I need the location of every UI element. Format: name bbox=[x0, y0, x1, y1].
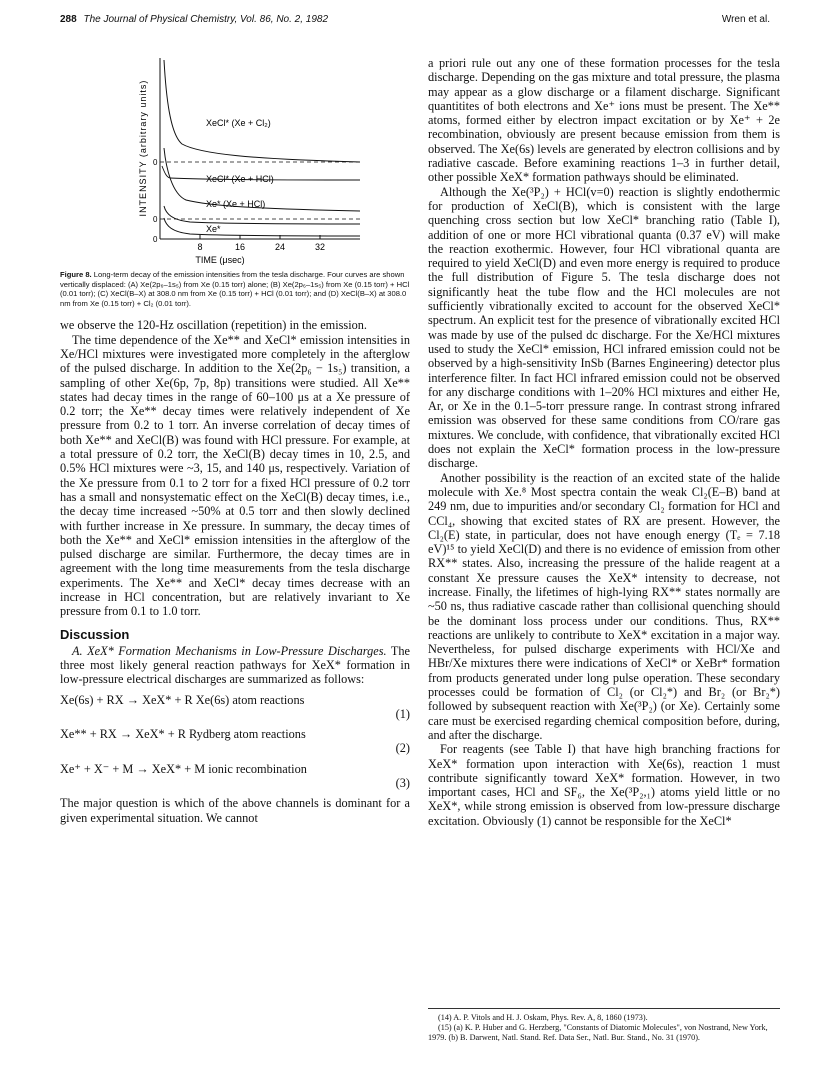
x-axis-label: TIME (μsec) bbox=[195, 255, 245, 265]
curve-label: Xe* (Xe + HCl) bbox=[206, 199, 266, 209]
author-running-head: Wren et al. bbox=[721, 14, 770, 25]
equation-number: (1) bbox=[395, 706, 410, 721]
subsection-paragraph bbox=[60, 644, 410, 687]
page-number: 288 bbox=[60, 14, 77, 25]
right-column bbox=[428, 56, 780, 828]
paragraph: For reagents (see Table I) that have high branching fractions for XeX* formation upon interaction with Xe(6s), reaction 1 must contribute significantly toward XeX* formation. However, in two important cases, HCl and SF₆, the Xe(³P₂,₁) atoms yield little or no XeX*, while strong emission is observed from low-pressure discharge excitation. Obviously (1) cannot be responsible for the XeCl* bbox=[428, 742, 780, 828]
decay-curve bbox=[164, 60, 360, 162]
figure-8 bbox=[60, 56, 410, 268]
zero-marker: 0 bbox=[153, 215, 158, 224]
reference-14: (14) A. P. Vitols and H. J. Oskam, Phys. Rev. A, 8, 1860 (1973). bbox=[438, 1013, 648, 1022]
equation-2 bbox=[60, 727, 410, 756]
xtick-label: 8 bbox=[197, 242, 203, 252]
xtick-label: 16 bbox=[234, 242, 246, 252]
zero-marker: 0 bbox=[153, 158, 158, 167]
subsection-text: The three most likely general reaction pathways for XeX* formation in low-pressure electrical discharges are summarized as follows: bbox=[60, 643, 410, 687]
figure-caption bbox=[60, 270, 410, 308]
equation-text: Xe(6s) + RX → XeX* + R Xe(6s) atom reactions bbox=[60, 692, 305, 707]
paragraph: Although the Xe(³P₂) + HCl(v=0) reaction is slightly endothermic for production of XeCl(B), which is consistent with the large quenching cross section but low XeCl* branching ratio (Table I), addition of one or more HCl vibrational quanta (0.37 eV) will make the reaction exothermic. However, four HCl vibrational quanta are required to yield XeCl(D) and even more energy is required to produce the full distribution of Figure 5. The tesla discharge does not significantly heat the tube flow and the HCl molecules are not sufficiently vibrationally excited to account for the observed XeCl* spectrum. An explicit test for the presence of vibrationally excited HCl was made by use of the pulsed dc discharge. For the Xe/HCl mixtures used to study the XeCl* emission, HCl infrared emission could not be observed by a high-sensitivity InSb (Barnes Engineering) detector plus interference filter. In fact HCl infrared emission could not be observed for any discharge conditions with 1–20% HCl mixtures and either He, Ar, or Xe in the 0.1–5-torr pressure range. In contrast strong infrared emission was observed for these same conditions from CO/rare gas mixtures. We conclude, with confidence, that vibrationally excited HCl does not explain the XeCl* formation process in the low-pressure discharge. bbox=[428, 184, 780, 471]
equation-text: Xe⁺ + X⁻ + M → XeX* + M ionic recombination bbox=[60, 761, 307, 776]
curve-label: XeCl* (Xe + HCl) bbox=[206, 174, 274, 184]
curve-label: XeCl* (Xe + Cl₂) bbox=[206, 118, 271, 128]
y-axis-label: INTENSITY (arbitrary units) bbox=[138, 79, 148, 217]
reference-15: (15) (a) K. P. Huber and G. Herzberg, "Constants of Diatomic Molecules", von Nostrand, New York, 1979. (b) B. Darwent, Natl. Stand. Ref. Data Ser., Natl. Bur. Stand., No. 31 (1970). bbox=[428, 1023, 768, 1042]
equation-number: (2) bbox=[395, 741, 410, 756]
subsection-label: A. bbox=[72, 643, 83, 658]
paragraph: The major question is which of the above channels is dominant for a given experimental situation. We cannot bbox=[60, 796, 410, 825]
footnote-references bbox=[428, 1008, 780, 1043]
journal-citation: The Journal of Physical Chemistry, Vol. 86, No. 2, 1982 bbox=[83, 14, 329, 25]
section-heading: Discussion bbox=[60, 626, 130, 642]
xtick-label: 24 bbox=[274, 242, 286, 252]
left-column bbox=[60, 56, 410, 825]
paragraph: The time dependence of the Xe** and XeCl* emission intensities in Xe/HCl mixtures were investigated more completely in the afterglow of the pulsed discharge. In addition to the Xe(2p₆ − 1s₅) transition, a sampling of other Xe(6p, 7p, 8p) transitions were studied. All Xe** states had decay times in the range of 60–100 μs at a Xe pressure of 0.2 torr; the Xe** decay times were relatively independent of Xe pressure from 0.2 to 1 torr. An inverse correlation of decay times of both Xe** and XeCl(B) was found with HCl pressure. For example, at a total pressure of 0.2 torr, the XeCl(B) decay times in 10, 2.5, and 0.5% HCl mixtures were ~3, 15, and 140 μs, respectively. Variation of the Xe pressure from 0.1 to 2 torr for a fixed HCl pressure of 0.2 torr has a small and nonsystematic effect on the XeCl(B) decay times, i.e., the decay time increased ~50% at 0.5 torr and then slowly declined with further increase in Xe pressure. In summary, the decay times of both the Xe** and XeCl* emission intensities in the afterglow of the pulsed discharge are similar. Furthermore, the decay times are in agreement with the long time measurements from the tesla discharge experiments. The Xe** and XeCl* decay times decrease with an increase in HCl concentration, but are relatively invariant to Xe pressure from 0.1 to 1.0 torr. bbox=[60, 332, 410, 619]
paragraph: we observe the 120-Hz oscillation (repetition) in the emission. bbox=[60, 318, 368, 333]
subsection-title: XeX* Formation Mechanisms in Low-Pressure Discharges. bbox=[87, 643, 387, 658]
equation-3 bbox=[60, 762, 410, 791]
curve-label: Xe* bbox=[206, 224, 221, 234]
paragraph: a priori rule out any one of these formation processes for the tesla discharge. Depending on the gas mixture and total pressure, the plasma may appear as a glow discharge or a filament discharge. Significant quantitites of both electrons and Xe⁺ ions must be present. The Xe** atoms, formed either by electron impact excitation or by Xe⁺ + 2e recombination, obviously are present because emission from them is observed. The Xe(6s) levels are generated by electron collisions and by radiative cascade. Before examining reactions 1–3 in further detail, other possible XeX* formation pathways should be eliminated. bbox=[428, 56, 780, 185]
equation-1 bbox=[60, 693, 410, 722]
paragraph: Another possibility is the reaction of an excited state of the halide molecule with Xe.⁸ Most spectra contain the weak Cl₂(E–B) band at 249 nm, due to impurities and/or secondary Cl₂ formation for HCl and CCl₄, showing that excited states of RX are present. However, the Cl₂(E) state, in particular, does not have enough energy (Tₑ = 7.18 eV)¹⁵ to yield XeCl(D) and there is no evidence of emission from other RX** states. Also, increasing the pressure of the halide reagent at a constant Xe pressure causes the XeX* intensity to decrease, not increase. Finally, the lifetimes of high-lying RX** states normally are ~50 ns, thus radiative cascade rather than collisional quenching should be the dominant loss process under our conditions. Thus, RX** reactions are unlikely to contribute to XeX* excitation in a major way. Nevertheless, for pulsed discharge experiments with HCl/Xe and HBr/Xe mixtures there were indications of XeCl* or XeBr* formation from products generated under long pulse operation. These secondary processes could be formation of Cl₂ (or Cl₂*) and Br₂ (or Br₂*) followed by subsequent reaction with Xe(³P₂) (or Xe). Certainly some care must be exercised regarding chemical composition before, during, and after the discharge. bbox=[428, 470, 780, 742]
caption-title: Figure 8. bbox=[60, 270, 92, 279]
equation-number: (3) bbox=[395, 775, 410, 790]
caption-text: Long-term decay of the emission intensities from the tesla discharge. Four curves are shown vertically displaced: (A) Xe(2p₆–1s₅) from Xe (0.15 torr) alone; (B) Xe(2p₆–1s₅) from Xe (0.15 torr) + HCl (0.01 torr); (C) XeCl(B–X) at 308.0 nm from Xe (0.15 torr) + HCl (0.01 torr); and (D) XeCl(B–X) at 308.0 nm from Xe (0.15 torr) + Cl₂ (0.01 torr). bbox=[60, 270, 410, 308]
decay-curve bbox=[164, 218, 360, 236]
xtick-label: 32 bbox=[314, 242, 326, 252]
figure-plot bbox=[60, 56, 410, 268]
page-header bbox=[60, 14, 328, 25]
equation-text: Xe** + RX → XeX* + R Rydberg atom reactions bbox=[60, 727, 306, 742]
zero-marker: 0 bbox=[153, 235, 158, 244]
